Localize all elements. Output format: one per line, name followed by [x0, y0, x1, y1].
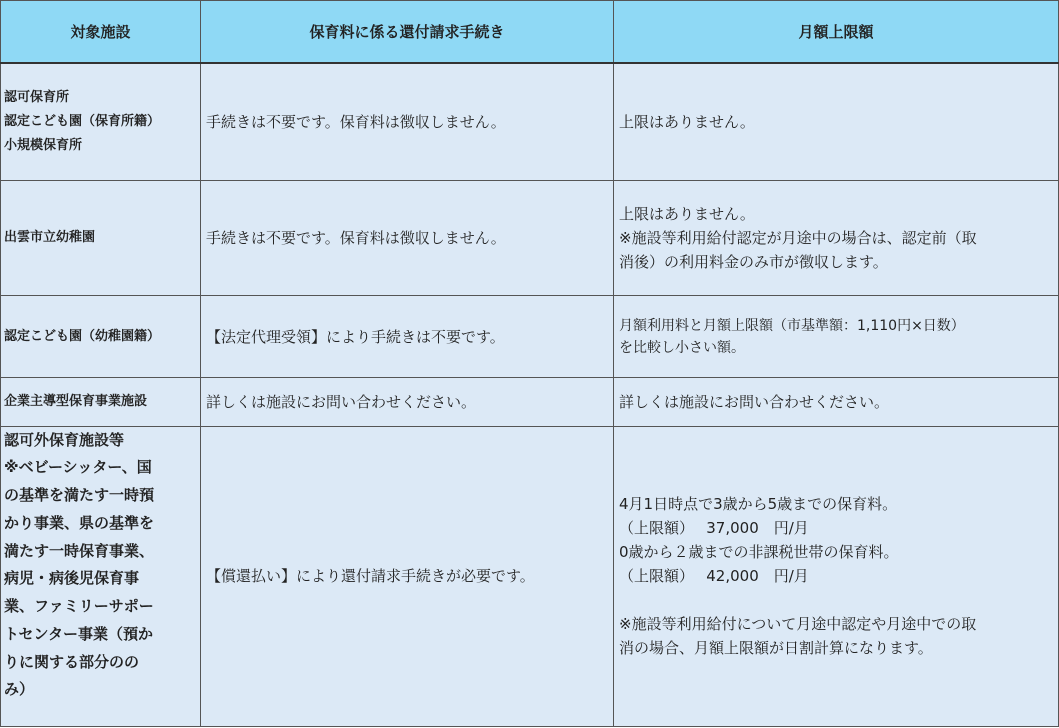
limit-line: 4月1日時点で3歳から5歳までの保育料。: [619, 495, 898, 514]
facility-cell: [1, 181, 201, 296]
facility-cell: [1, 378, 201, 426]
facility-line: かり事業、県の基準を: [4, 513, 155, 532]
table-row: [1, 426, 1059, 726]
header-facility: 対象施設: [1, 1, 201, 63]
limit-line: （上限額） 42,000 円/月: [619, 567, 809, 586]
procedure-cell: 【償還払い】により還付請求手続きが必要です。: [201, 426, 614, 726]
facility-line: りに関する部分のの: [4, 652, 140, 671]
limit-cell: [614, 378, 1059, 426]
limit-line: 詳しくは施設にお問い合わせください。: [619, 392, 890, 411]
limit-cell: [614, 426, 1059, 726]
limit-line: ※施設等利用給付について月途中認定や月途中での取: [619, 615, 977, 634]
facility-line: み）: [4, 680, 35, 699]
table-row: [1, 296, 1059, 378]
limit-cell: [614, 296, 1059, 378]
facility-line: 企業主導型保育事業施設: [4, 393, 148, 409]
limit-line: 月額利用料と月額上限額（市基準額：1,110円×日数）: [619, 317, 965, 334]
limit-line: 消後）の利用料金のみ市が徴収します。: [619, 253, 888, 272]
limit-line: [619, 588, 1054, 612]
facility-cell: [1, 296, 201, 378]
header-row: [1, 1, 1059, 63]
facility-line: 認定こども園（幼稚園籍）: [4, 328, 161, 344]
facility-line: 小規模保育所: [4, 137, 83, 153]
procedure-cell: 手続きは不要です。保育料は徴収しません。: [201, 181, 614, 296]
facility-line: 認定こども園（保育所籍）: [4, 113, 161, 129]
facility-line: トセンター事業（預か: [4, 624, 153, 643]
table-row: [1, 181, 1059, 296]
limit-line: を比較し小さい額。: [619, 339, 745, 356]
facility-line: 満たす一時保育事業、: [4, 541, 155, 560]
limit-line: 0歳から２歳までの非課税世帯の保育料。: [619, 543, 899, 562]
header-limit: 月額上限額: [614, 1, 1059, 63]
limit-cell: [614, 63, 1059, 181]
header-procedure: 保育料に係る還付請求手続き: [201, 1, 614, 63]
table-row: [1, 378, 1059, 426]
facility-line: 認可外保育施設等: [4, 430, 125, 449]
limit-line: 上限はありません。: [619, 112, 755, 131]
facility-line: 業、ファミリーサポー: [4, 597, 154, 616]
facility-line: の基準を満たす一時預: [4, 486, 155, 505]
procedure-cell: 【法定代理受領】により手続きは不要です。: [201, 296, 614, 378]
limit-line: ※施設等利用給付認定が月途中の場合は、認定前（取: [619, 229, 977, 248]
procedure-cell: 詳しくは施設にお問い合わせください。: [201, 378, 614, 426]
procedure-cell: 手続きは不要です。保育料は徴収しません。: [201, 63, 614, 181]
limit-line: （上限額） 37,000 円/月: [619, 519, 809, 538]
facility-cell: [1, 426, 201, 726]
limit-line: 上限はありません。: [619, 205, 755, 224]
facility-line: 認可保育所: [4, 89, 70, 105]
limit-line: 消の場合、月額上限額が日割計算になります。: [619, 639, 933, 658]
facility-line: 出雲市立幼稚園: [4, 230, 96, 246]
facility-line: ※ベビーシッター、国: [4, 458, 152, 477]
table-row: [1, 63, 1059, 181]
facility-line: 病児・病後児保育事: [4, 569, 140, 588]
facility-cell: [1, 63, 201, 181]
limit-cell: [614, 181, 1059, 296]
